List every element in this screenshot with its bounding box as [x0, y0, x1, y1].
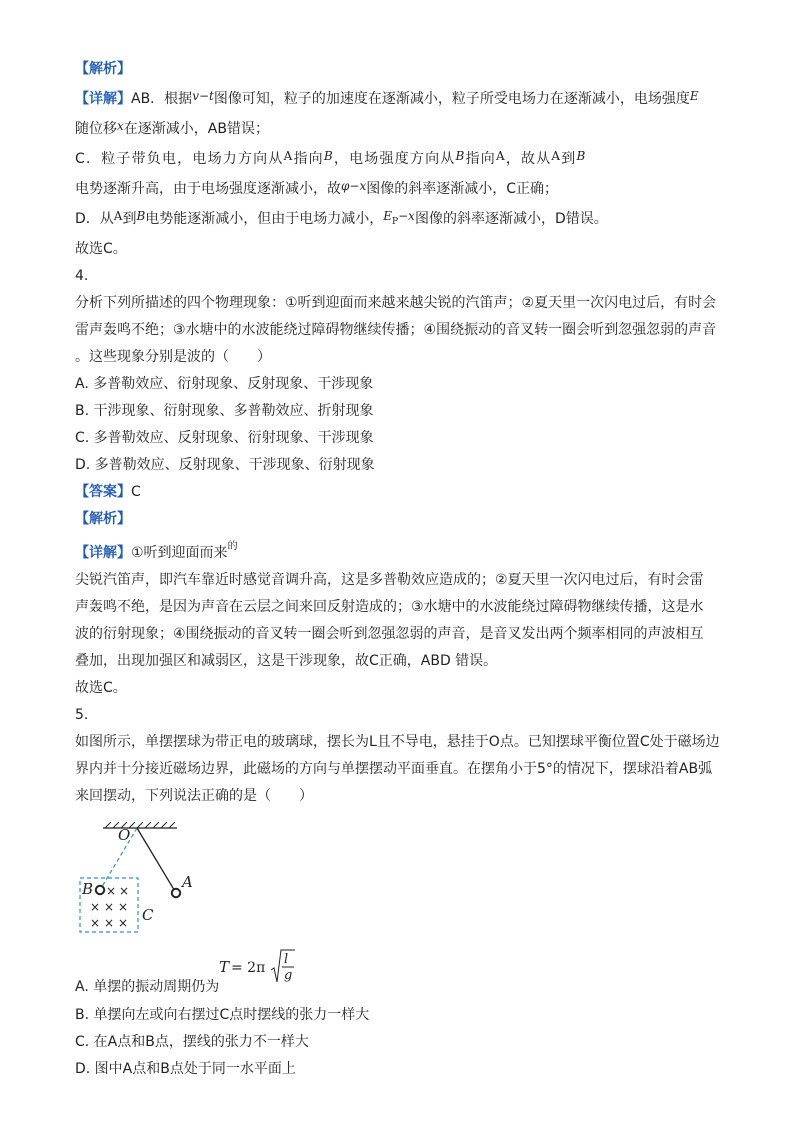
ceiling-hatch — [105, 822, 175, 828]
q4-option-a: A. 多普勒效应、衍射现象、反射现象、干涉现象 — [75, 376, 374, 392]
label-a: A — [182, 873, 193, 891]
svg-text:l: l — [284, 952, 289, 967]
cross-icon: × — [103, 900, 115, 914]
ball-b — [96, 886, 104, 894]
svg-text:= 2π: = 2π — [231, 960, 266, 976]
answer-tag: 【答案】 — [75, 484, 131, 500]
cross-icon: × — [89, 916, 101, 930]
q5-stem-3: 来回摆动，下列说法正确的是（ ） — [75, 788, 313, 804]
q4-option-c: C. 多普勒效应、反射现象、衍射现象、干涉现象 — [75, 430, 374, 446]
cross-icon: × — [89, 900, 101, 914]
q4-answer — [75, 479, 725, 506]
string-to-a — [137, 828, 176, 893]
q4-detail-tag: 【详解】 — [75, 545, 131, 561]
q4-detail-4: 波的衍射现象；④围绕振动的音叉转一圈会听到忽强忽弱的声音，是音叉发出两个频率相同的声波相互 — [75, 626, 704, 642]
q5-option-c: C. 在A点和B点，摆线的张力不一样大 — [75, 1034, 309, 1050]
label-o: O — [118, 826, 131, 844]
document-page — [75, 56, 725, 1083]
cross-icon: × — [117, 900, 129, 914]
choose-prev: 故选C。 — [75, 241, 127, 257]
detail-ab-cont: 随位移x在逐渐减小，AB错误； — [75, 119, 269, 137]
cross-icon: × — [118, 884, 130, 898]
q4-number: 4. — [75, 268, 89, 284]
q4-detail-1: 【详解】①听到迎面而来$^的$ — [75, 541, 238, 561]
q4-stem-1: 分析下列所描述的四个物理现象：①听到迎面而来越来越尖锐的汽笛声；②夏天里一次闪电过后，有时会 — [75, 295, 717, 311]
period-formula — [219, 946, 299, 990]
svg-text:g: g — [284, 968, 293, 983]
detail-tag: 【详解】 — [75, 91, 131, 107]
analysis-tag: 【解析】 — [75, 61, 131, 77]
label-b: B — [82, 880, 94, 898]
label-c: C — [142, 906, 154, 924]
detail-d: D．从A到B电势能逐渐减小，但由于电场力减小，EP−x图像的斜率逐渐减小，D错误。 — [75, 209, 608, 227]
q4-stem-3: 。这些现象分别是波的（ ） — [75, 349, 271, 365]
q4-stem-2: 雷声轰鸣不绝；③水塘中的水波能绕过障碍物继续传播；④围绕振动的音叉转一圈会听到忽强忽弱的声音 — [75, 322, 717, 338]
q5-option-d: D. 图中A点和B点处于同一水平面上 — [75, 1061, 296, 1077]
q4-detail-5: 叠加，出现加强区和减弱区，这是干涉现象，故C正确，ABD 错误。 — [75, 653, 498, 669]
option-a-line — [75, 944, 725, 1002]
q4-detail-2: 尖锐汽笛声，即汽车靠近时感觉音调升高，这是多普勒效应造成的；②夏天里一次闪电过后，有时会雷 — [75, 572, 704, 588]
q4-detail-3: 声轰鸣不绝，是因为声音在云层之间来回反射造成的；③水塘中的水波能绕过障碍物继续传播，这是水 — [75, 599, 704, 615]
cross-icon: × — [105, 884, 117, 898]
q4-option-d: D. 多普勒效应、反射现象、干涉现象、衍射现象 — [75, 457, 375, 473]
q4-option-b: B. 干涉现象、衍射现象、多普勒效应、折射现象 — [75, 403, 374, 419]
pendulum-diagram — [75, 814, 255, 944]
q4-choose: 故选C。 — [75, 680, 127, 696]
q4-analysis-tag: 【解析】 — [75, 511, 131, 527]
answer-value: C — [131, 484, 141, 500]
q5-number: 5. — [75, 707, 89, 723]
svg-text:T: T — [219, 958, 230, 976]
q5-stem-1: 如图所示，单摆摆球为带正电的玻璃球，摆长为L且不导电，悬挂于O点。已知摆球平衡位置C处于磁场边 — [75, 734, 720, 750]
detail-c: C．粒子带负电，电场力方向从A指向B，电场强度方向从B指向A，故从A到B — [75, 149, 587, 167]
detail-ab: 【详解】AB．根据v−t图像可知，粒子的加速度在逐渐减小，粒子所受电场力在逐渐减小，电场强度E — [75, 89, 699, 107]
cross-icon: × — [103, 916, 115, 930]
formula-svg — [219, 946, 299, 986]
q5-option-b: B. 单摆向左或向右摆过C点时摆线的张力一样大 — [75, 1007, 370, 1023]
detail-c-cont: 电势逐渐升高，由于电场强度逐渐减小，故φ−x图像的斜率逐渐减小，C正确； — [75, 179, 559, 197]
q5-stem-2: 界内并十分接近磁场边界，此磁场的方向与单摆摆动平面垂直。在摆角小于5°的情况下，摆球沿着AB弧 — [75, 761, 713, 777]
q5-option-a: A. 单摆的振动周期仍为 — [75, 979, 220, 995]
cross-icon: × — [117, 916, 129, 930]
ball-a — [172, 889, 180, 897]
pendulum-figure — [75, 814, 255, 944]
